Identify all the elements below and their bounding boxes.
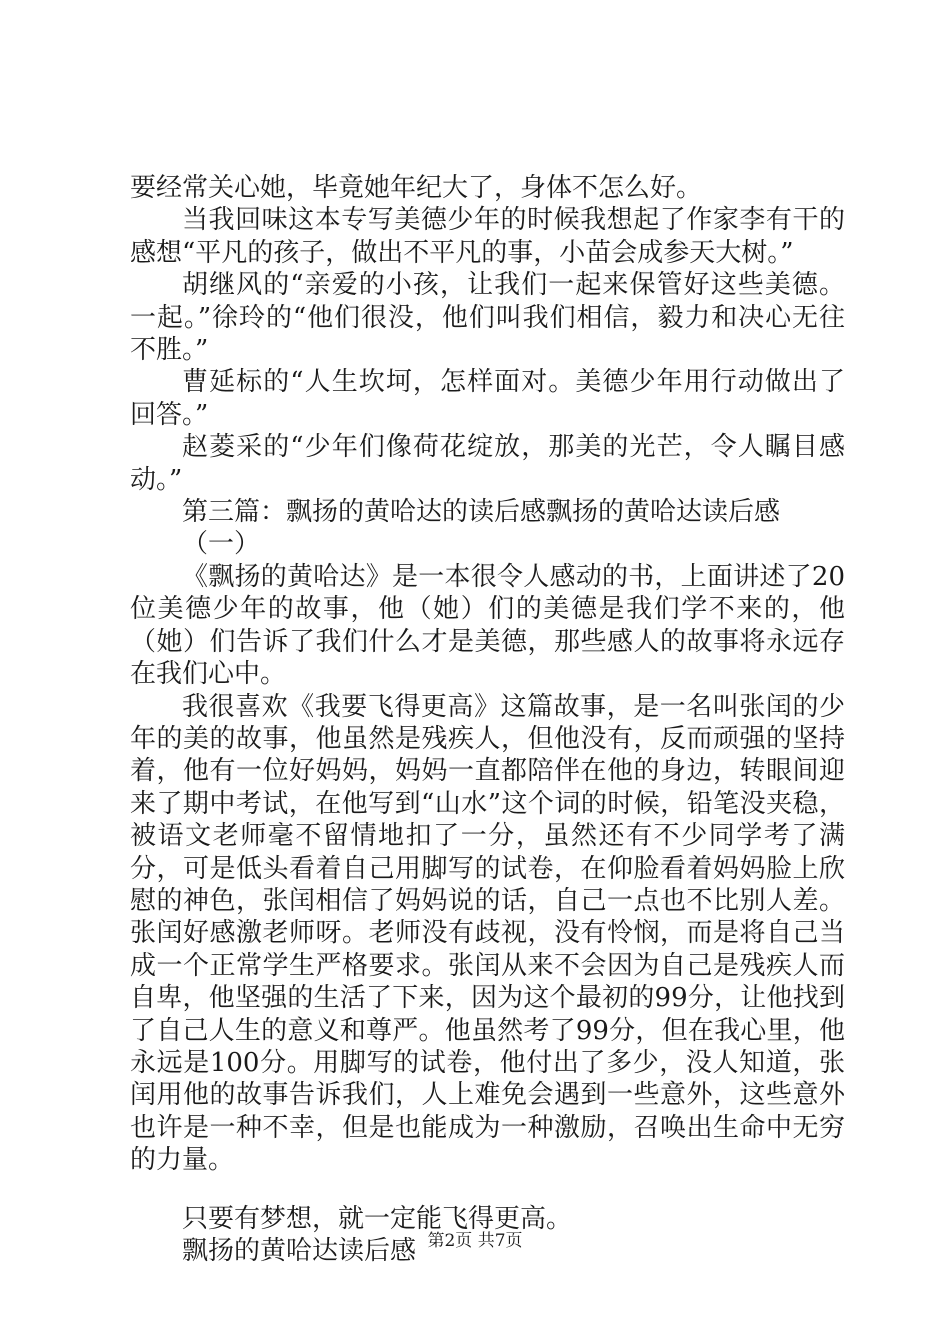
section-subheading: （一） <box>182 529 261 560</box>
page-number-footer: 第2页 共7页 <box>427 1231 523 1251</box>
paragraph-story: 我很喜欢《我要飞得更高》这篇故事，是一名叫张闰的少年的美的故事，他虽然是残疾人，但他没有，反而顽强的坚持着，他有一位好妈妈，妈妈一直都陪伴在他的身边，转眼间迎来了期中考试，在他写到“山水”这个词的时候，铅笔没夹稳，被语文老师毫不留情地扣了一分，虽然还有不少同学考了满分，可是低头看着自己用脚写的试卷，在仰脸看着妈妈脸上欣慰的神色，张闰相信了妈妈说的话，自己一点也不比别人差。张闰好感激老师呀。老师没有歧视，没有怜悯，而是将自己当成一个正常学生严格要求。张闰从来不会因为自己是残疾人而自卑，他坚强的生活了下来，因为这个最初的99分，让他找到了自己人生的意义和尊严。他虽然考了99分，但在我心里，他永远是100分。用脚写的试卷，他付出了多少，没人知道，张闰用他的故事告诉我们，人上难免会遇到一些意外，这些意外也许是一种不幸，但是也能成为一种激励，召唤出生命中无穷的力量。 <box>130 691 845 1176</box>
next-section-title: 飘扬的黄哈达读后感 <box>182 1236 417 1266</box>
paragraph-conclusion: 只要有梦想，就一定能飞得更高。 <box>182 1203 573 1234</box>
paragraph-gap <box>130 1177 845 1203</box>
paragraph-quotes-hu-xu: 胡继风的“亲爱的小孩，让我们一起来保管好这些美德。一起。”徐玲的“他们很没，他们叫我们相信，毅力和决心无往不胜。” <box>130 270 845 366</box>
section-heading: 第三篇：飘扬的黄哈达的读后感飘扬的黄哈达读后感 <box>182 497 781 528</box>
paragraph-book-intro: 《飘扬的黄哈达》是一本很令人感动的书，上面讲述了20位美德少年的故事，他（她）们的美德是我们学不来的，他（她）们告诉了我们什么才是美德，那些感人的故事将永远存在我们心中。 <box>130 561 845 690</box>
paragraph-quote-zhao: 赵菱采的“少年们像荷花绽放，那美的光芒，令人瞩目感动。” <box>130 432 845 495</box>
paragraph-quote-cao: 曹延标的“人生坎坷，怎样面对。美德少年用行动做出了回答。” <box>130 367 845 430</box>
paragraph-reflection: 当我回味这本专写美德少年的时候我想起了作家李有干的感想“平凡的孩子，做出不平凡的事，小苗会成参天大树。” <box>130 205 845 268</box>
document-body <box>130 172 845 1267</box>
paragraph-continuation: 要经常关心她，毕竟她年纪大了，身体不怎么好。 <box>130 173 703 203</box>
